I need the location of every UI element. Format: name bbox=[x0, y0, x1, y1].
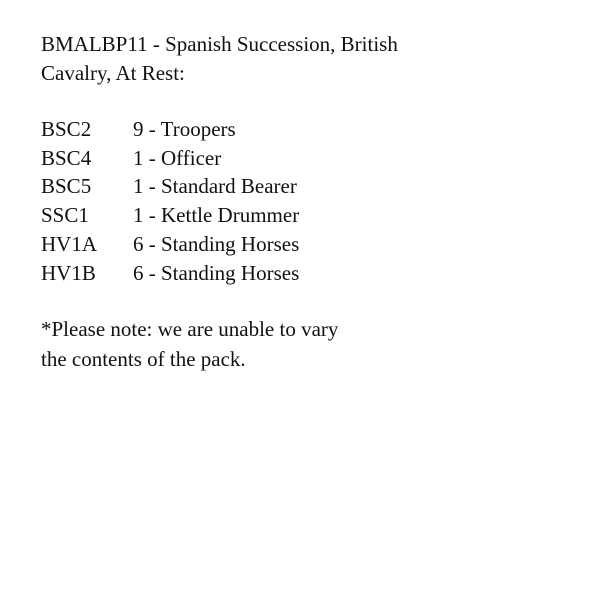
pack-contents-list bbox=[41, 115, 581, 287]
item-description: 9 - Troopers bbox=[133, 117, 236, 141]
pack-note-line-2: the contents of the pack. bbox=[41, 347, 246, 372]
item-description: 6 - Standing Horses bbox=[133, 231, 300, 256]
list-item bbox=[41, 172, 581, 201]
pack-note bbox=[41, 314, 581, 374]
list-item bbox=[41, 230, 581, 259]
list-item bbox=[41, 259, 581, 288]
product-title-line-1: BMALBP11 - Spanish Succession, British bbox=[41, 32, 398, 56]
item-code: BSC4 bbox=[41, 145, 92, 170]
item-description: 1 - Officer bbox=[133, 145, 222, 170]
item-code: BSC2 bbox=[41, 117, 92, 141]
item-code: SSC1 bbox=[41, 203, 89, 228]
item-code: HV1B bbox=[41, 260, 96, 285]
list-item bbox=[41, 115, 581, 144]
item-description: 1 - Kettle Drummer bbox=[133, 203, 300, 228]
pack-note-line-1: *Please note: we are unable to vary bbox=[41, 317, 339, 342]
list-item bbox=[41, 144, 581, 173]
product-document bbox=[41, 30, 581, 374]
item-description: 1 - Standard Bearer bbox=[133, 174, 297, 199]
product-title bbox=[41, 30, 581, 88]
list-item bbox=[41, 201, 581, 230]
item-code: BSC5 bbox=[41, 174, 92, 199]
product-title-line-2: Cavalry, At Rest: bbox=[41, 61, 185, 85]
item-description: 6 - Standing Horses bbox=[133, 260, 300, 285]
item-code: HV1A bbox=[41, 231, 97, 256]
